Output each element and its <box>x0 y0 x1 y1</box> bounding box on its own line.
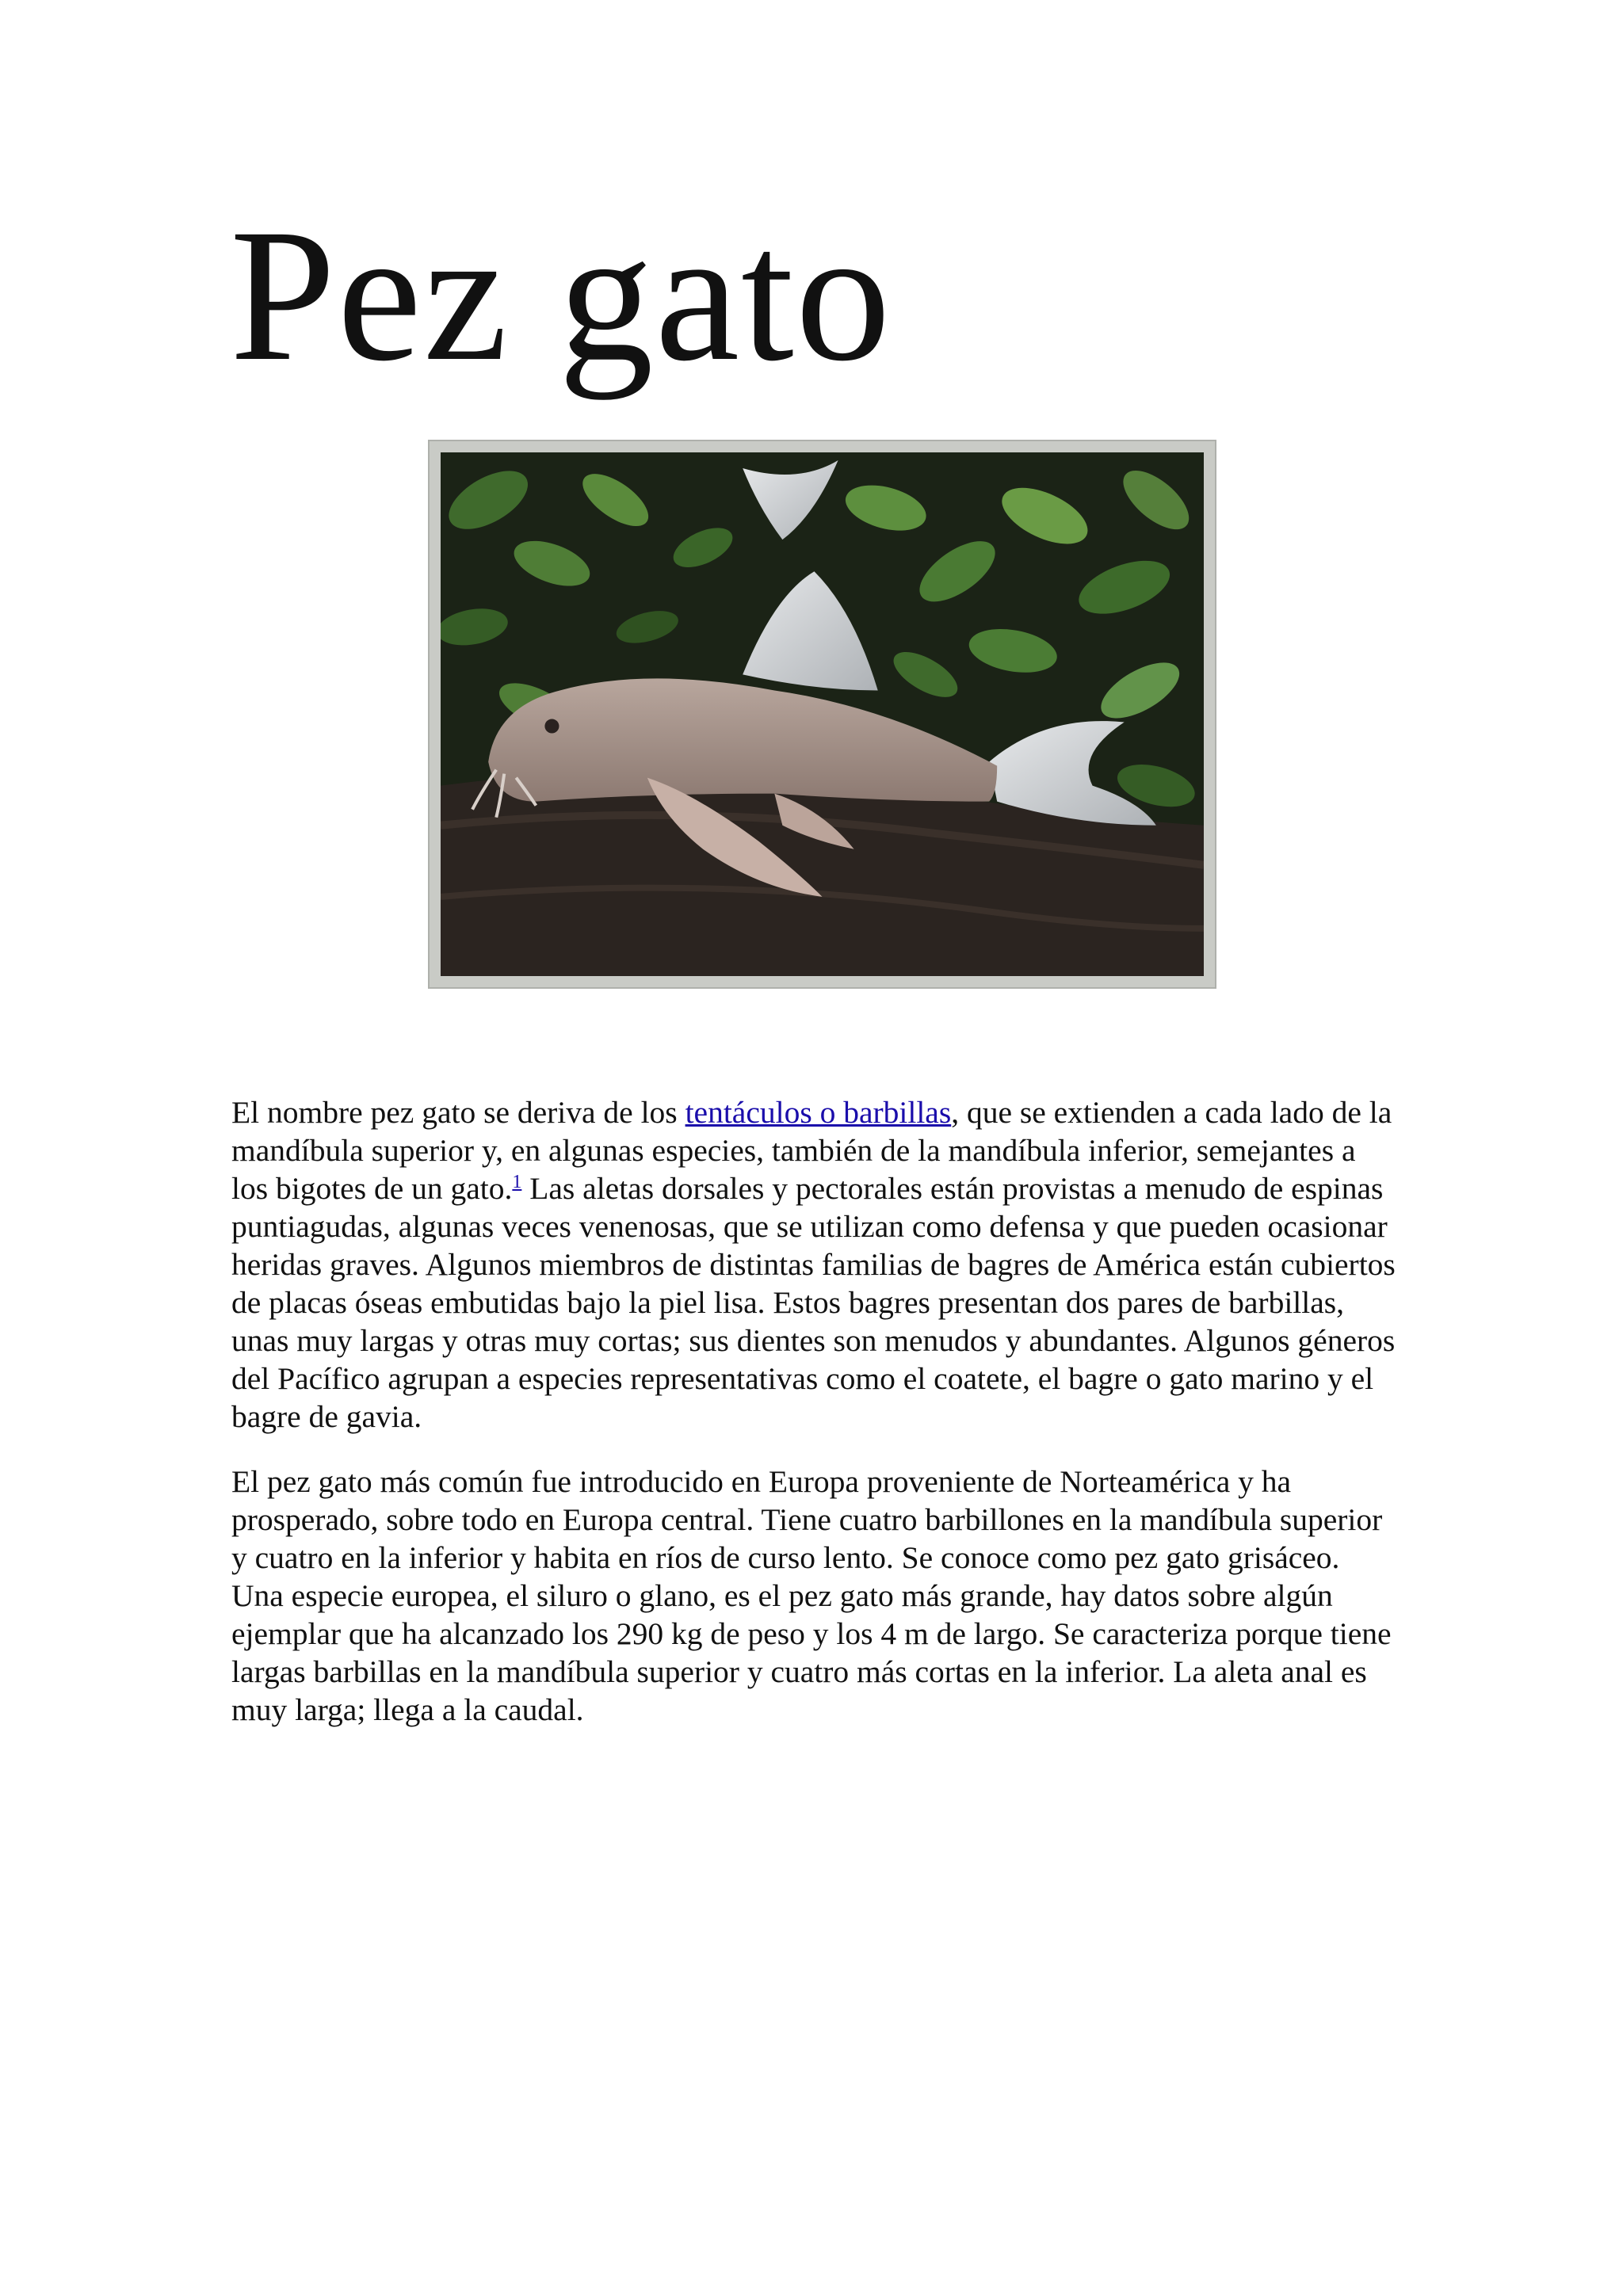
article-body <box>231 1093 1396 1756</box>
paragraph-1-text-a: El nombre pez gato se deriva de los <box>231 1095 685 1130</box>
catfish-photo <box>428 440 1216 989</box>
paragraph-1-text-b: , que se extienden a cada lado de la mandíbula superior y, en algunas especies, también de la mandíbula inferior, semejantes a los bigotes de un gato. <box>231 1095 1392 1206</box>
paragraph-1-text-c: Las aletas dorsales y pectorales están provistas a menudo de espinas puntiagudas, algunas veces venenosas, que se utilizan como defensa y que pueden ocasionar heridas graves. Algunos miembros de distintas familias de bagres de América están cubiertos de placas óseas embutidas bajo la piel lisa. Estos bagres presentan dos pares de barbillas, unas muy largas y otras muy cortas; sus dientes son menudos y abundantes. Algunos géneros del Pacífico agrupan a especies representativas como el coatete, el bagre o gato marino y el bagre de gavia. <box>231 1171 1396 1434</box>
catfish-illustration <box>441 452 1204 976</box>
page-title: Pez gato <box>230 189 892 400</box>
paragraph-1 <box>231 1093 1396 1436</box>
fish-eye <box>544 719 559 734</box>
paragraph-2: El pez gato más común fue introducido en Europa proveniente de Norteamérica y ha prosperado, sobre todo en Europa central. Tiene cuatro barbillones en la mandíbula superior y cuatro en la inferior y habita en ríos de curso lento. Se conoce como pez gato grisáceo. Una especie europea, el siluro o glano, es el pez gato más grande, hay datos sobre algún ejemplar que ha alcanzado los 290 kg de peso y los 4 m de largo. Se caracteriza porque tiene largas barbillas en la mandíbula superior y cuatro más cortas en la inferior. La aleta anal es muy larga; llega a la caudal. <box>231 1464 1392 1727</box>
barbels-link[interactable]: tentáculos o barbillas <box>685 1095 952 1130</box>
footnote-ref-1[interactable]: 1 <box>512 1171 522 1192</box>
